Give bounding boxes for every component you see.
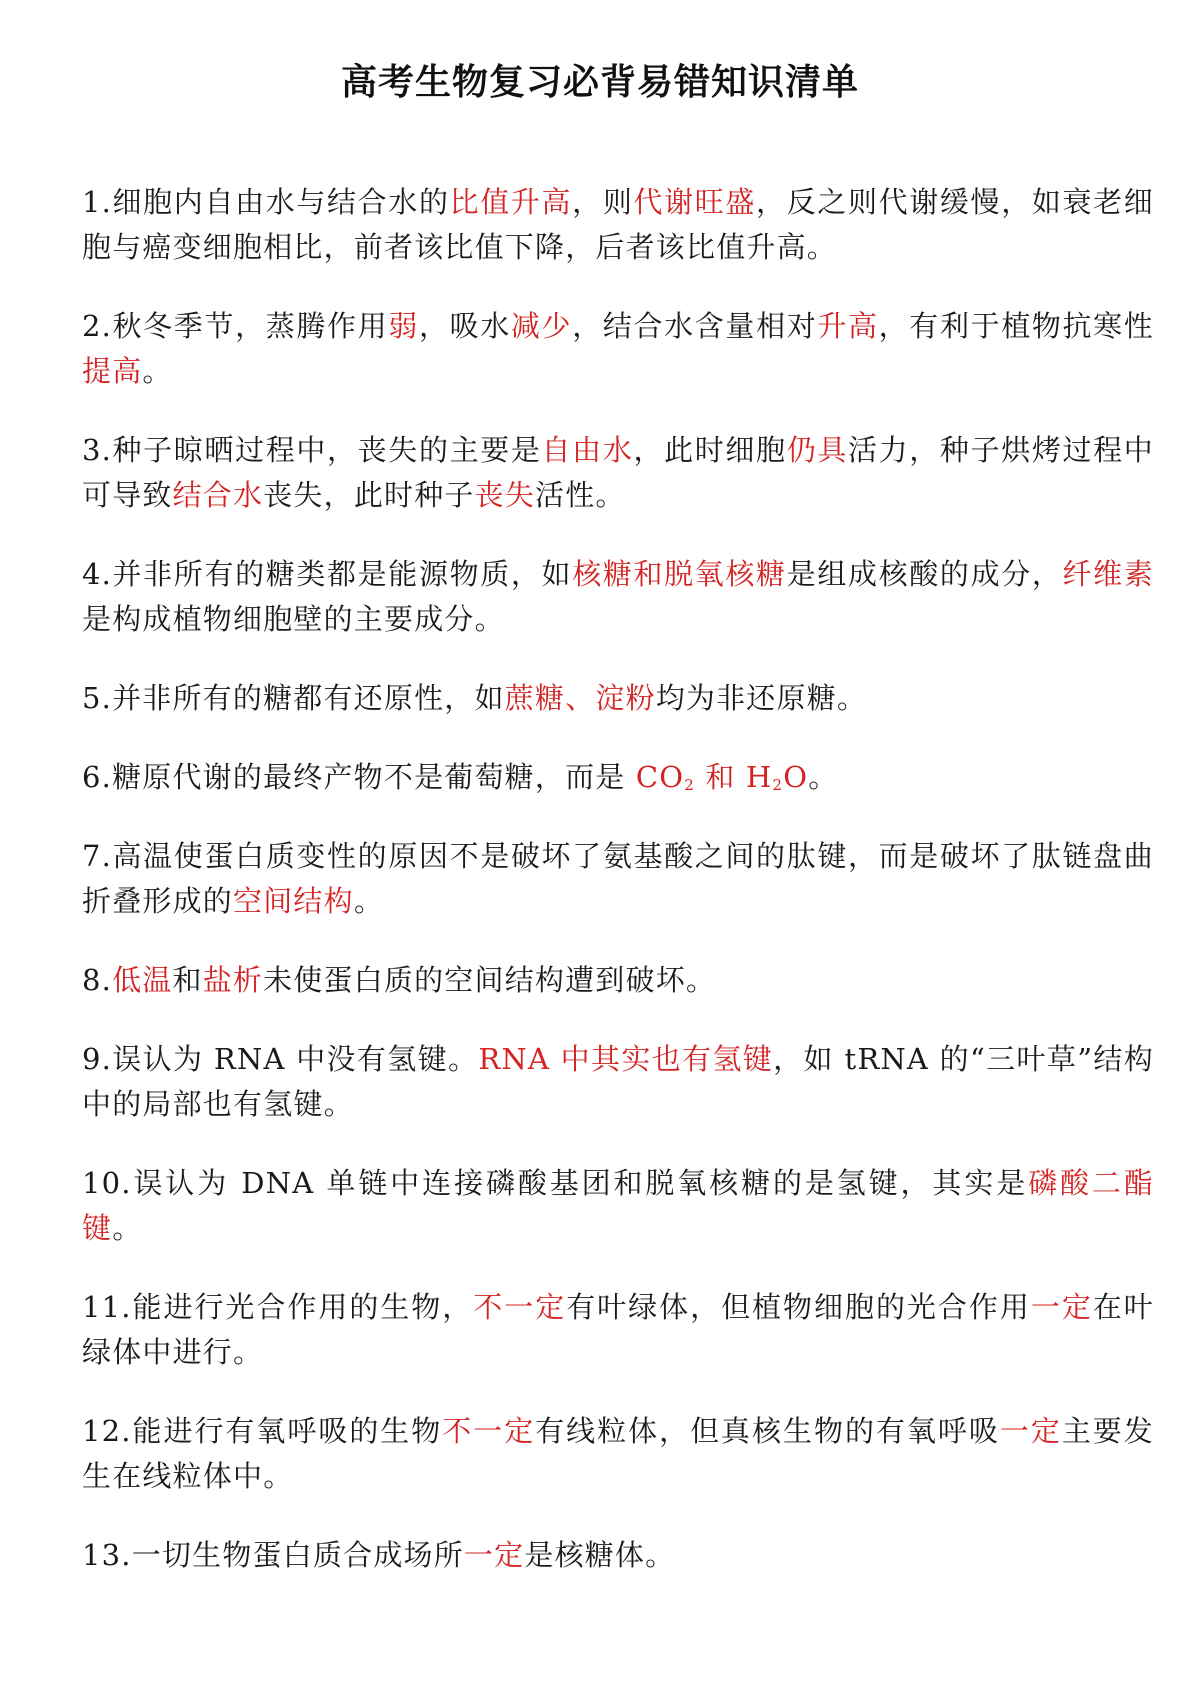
body-text: 7.高温使蛋白质变性的原因不是破坏了氨基酸之间的肽键，而是破坏了肽链盘曲折叠形成的 [82,839,1154,918]
highlighted-text: 一定 [1030,1290,1093,1324]
knowledge-item [82,676,1154,721]
document-title: 高考生物复习必背易错知识清单 [340,62,859,103]
knowledge-item [82,1409,1154,1499]
highlighted-text: O [783,760,809,794]
highlighted-text: 纤维素 [1062,557,1154,591]
body-text: 是核糖体。 [524,1538,676,1572]
knowledge-item [82,304,1154,394]
body-text: 丧失，此时种子 [263,478,475,512]
highlighted-text: 核糖和脱氧核糖 [572,557,787,591]
body-text: 活力，种子烘烤过程中可导致 [82,433,1154,512]
body-text: 活性。 [535,478,626,512]
body-text: 12.能进行有氧呼吸的生物 [82,1414,443,1448]
highlighted-text: 低温 [112,963,173,997]
body-text: 主要发生在线粒体中。 [82,1414,1154,1493]
knowledge-item [82,552,1154,642]
highlighted-text: 比值升高 [449,185,573,219]
highlighted-text: 仍具 [786,433,848,467]
highlighted-text: 不一定 [473,1290,567,1324]
highlighted-text: 空间结构 [233,884,354,918]
knowledge-item [82,1161,1154,1251]
highlighted-text: 不一定 [442,1414,536,1448]
knowledge-item [82,428,1154,518]
highlighted-text: 盐析 [202,963,264,997]
highlighted-text: 弱 [388,309,419,343]
highlighted-text: 2 [684,776,696,794]
body-text: 4.并非所有的糖类都是能源物质，如 [82,557,573,591]
body-text: 是组成核酸的成分， [786,557,1063,591]
body-text: 。 [142,354,173,388]
highlighted-text: 代谢旺盛 [633,185,757,219]
highlighted-text: 一定 [463,1538,525,1572]
highlighted-text: 磷酸二酯键 [82,1166,1154,1245]
body-text: 5.并非所有的糖都有还原性，如 [82,681,505,715]
body-text: ，有利于植物抗寒性 [878,309,1155,343]
highlighted-text: 升高 [817,309,879,343]
knowledge-item [82,1285,1154,1375]
body-text: ，此时细胞 [633,433,787,467]
body-text: ，则 [572,185,634,219]
highlighted-text: 提高 [82,354,143,388]
highlighted-text: 蔗糖、淀粉 [504,681,656,715]
body-text: 有叶绿体，但植物细胞的光合作用 [566,1290,1031,1324]
body-text: 有线粒体，但真核生物的有氧呼吸 [535,1414,1000,1448]
knowledge-list [82,180,1154,1612]
highlighted-text: 丧失 [474,478,536,512]
highlighted-text: 一定 [999,1414,1062,1448]
knowledge-item [82,180,1154,270]
body-text: 3.种子晾晒过程中，丧失的主要是 [82,433,542,467]
body-text: 是构成植物细胞壁的主要成分。 [82,602,505,636]
body-text: 2.秋冬季节，蒸腾作用 [82,309,389,343]
body-text: 13.一切生物蛋白质合成场所 [82,1538,464,1572]
body-text: 8. [82,963,113,997]
body-text: ，反之则代谢缓慢，如衰老细胞与癌变细胞相比，前者该比值下降，后者该比值升高。 [82,185,1154,264]
highlighted-text: 自由水 [541,433,634,467]
body-text: 和 [172,963,203,997]
knowledge-item [82,1037,1154,1127]
body-text: 。 [353,884,385,918]
knowledge-item [82,755,1154,800]
knowledge-item [82,834,1154,924]
body-text: ，吸水 [418,309,511,343]
highlighted-text: CO [635,760,685,794]
body-text: 均为非还原糖。 [655,681,868,715]
body-text: ，结合水含量相对 [572,309,818,343]
knowledge-item [82,1533,1154,1578]
body-text: 。 [808,760,839,794]
body-text: 9.误认为 RNA 中没有氢键。 [82,1042,479,1076]
body-text: 未使蛋白质的空间结构遭到破坏。 [263,963,717,997]
highlighted-text: 结合水 [172,478,264,512]
body-text: 1.细胞内自由水与结合水的 [82,185,450,219]
highlighted-text: 2 [772,776,784,794]
highlighted-text: RNA 中其实也有氢键 [478,1042,774,1076]
body-text: 10.误认为 DNA 单链中连接磷酸基团和脱氧核糖的是氢键，其实是 [82,1166,1029,1200]
knowledge-item [82,958,1154,1003]
body-text: 6.糖原代谢的最终产物不是葡萄糖，而是 [82,760,636,794]
highlighted-text: 减少 [510,309,573,343]
highlighted-text: 和 H [695,760,773,794]
body-text: 。 [112,1211,143,1245]
body-text: ，如 tRNA 的“三叶草”结构中的局部也有氢键。 [82,1042,1154,1121]
body-text: 在叶绿体中进行。 [82,1290,1154,1369]
body-text: 11.能进行光合作用的生物， [82,1290,474,1324]
